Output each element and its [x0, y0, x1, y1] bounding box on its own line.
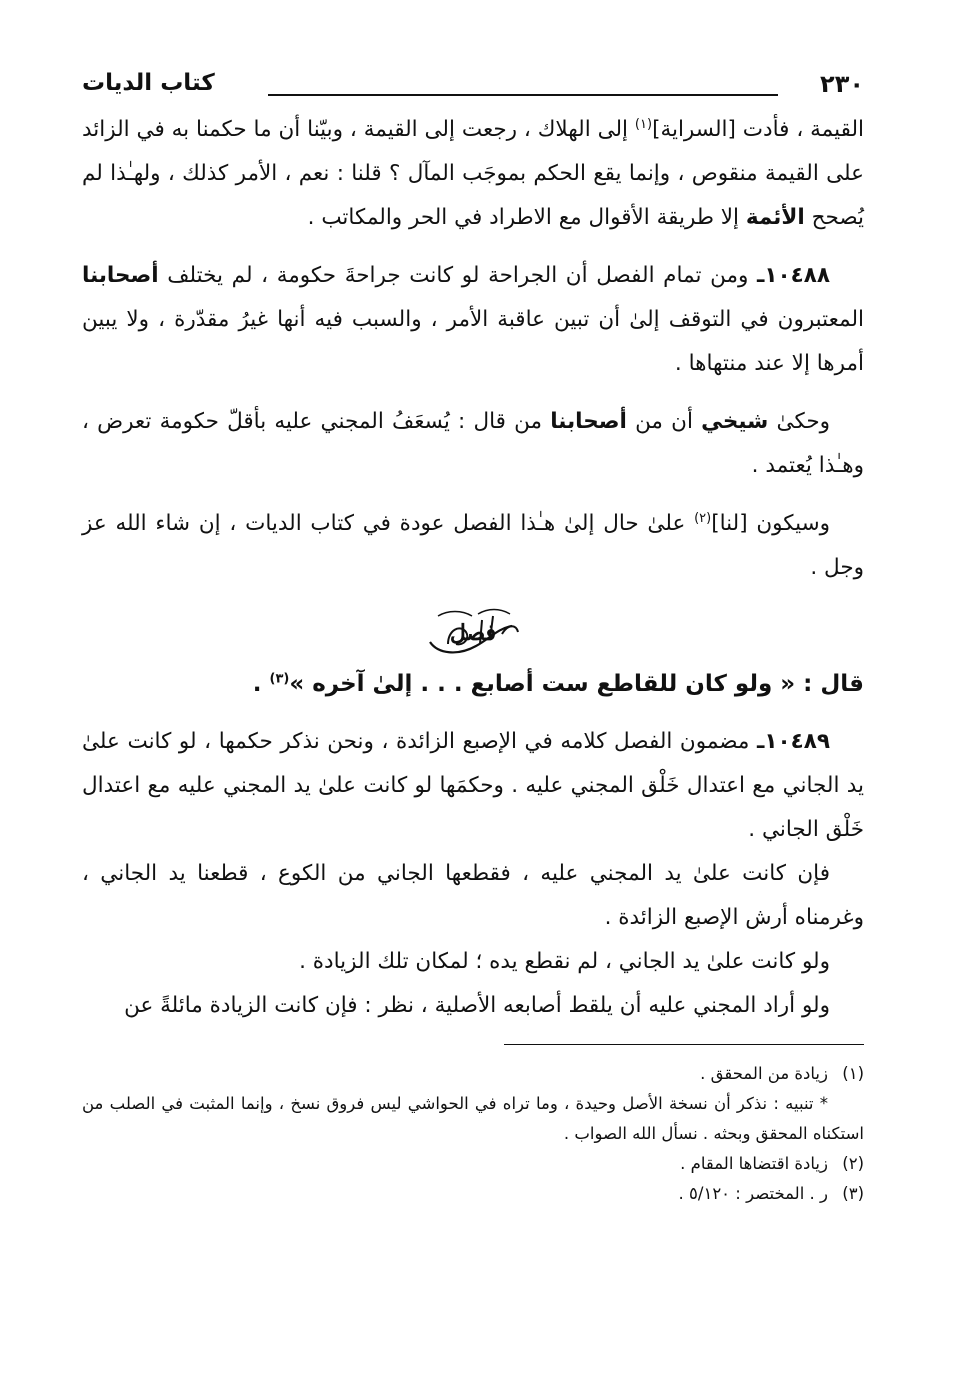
footnote-notice: * تنبيه : نذكر أن نسخة الأصل وحيدة ، وما تراه في الحواشي ليس فروق نسخ ، وإنما المثبت في الصلب من استكناه المحقق وبحثه . نسأل الله الصواب . [82, 1094, 864, 1143]
paragraph-8: ولو أراد المجني عليه أن يلقط أصابعه الأصلية ، نظر : فإن كانت الزيادة مائلةً عن [124, 993, 830, 1018]
text-run: إلى الهلاك ، رجعت إلى القيمة ، وبيّنا أن ما حكمنا به في الزائد على القيمة منقوص ، وإنما يقع الحكم بموجَب المآل ؟ قلنا : نعم ، الأمر كذلك ، ولهـٰذا لم يُصحح [82, 117, 864, 230]
header-rule [268, 94, 778, 96]
bold-term: أصحابنا [82, 263, 159, 288]
section-number-10488: ١٠٤٨٨ـ [757, 263, 830, 288]
footnote-ref-3: (٣) [269, 671, 290, 687]
text-run: وسيكون [لنا] [711, 511, 831, 536]
qala-end: . [252, 671, 270, 697]
footnote-number: (٣) [842, 1184, 864, 1203]
footnote-3 [82, 1179, 864, 1209]
bold-term: شيخي [701, 409, 769, 434]
page-number: ٢٣٠ [820, 70, 864, 98]
footnote-number: (٢) [842, 1154, 864, 1173]
paragraph-1 [82, 108, 864, 240]
footnote-text: زيادة من المحقق . [700, 1064, 828, 1083]
text-run: وحكىٰ [768, 409, 830, 434]
section-number-10489: ١٠٤٨٩ـ [757, 729, 830, 754]
footnote-separator [504, 1044, 864, 1045]
paragraph-10489 [82, 720, 864, 852]
text-run: المعتبرون في التوقف إلىٰ أن تبين عاقبة الأمر ، والسبب فيه أنها غيرُ مقدّرة ، ولا يبين أمرها إلا عند منتهاها . [82, 307, 864, 376]
text-run: علىٰ حال إلىٰ هـٰذا الفصل عودة في كتاب الديات ، إن شاء الله عز وجل . [82, 511, 864, 580]
text-run: من قال : يُسعَفُ المجني عليه بأقلّ حكومة تعرض ، وهـٰذا يُعتمد . [82, 409, 864, 478]
footnote-ref-1: (١) [634, 116, 653, 132]
text-run: القيمة ، فأدت [السراية] [652, 117, 864, 142]
paragraph-4 [82, 502, 864, 590]
paragraph-3 [82, 400, 864, 488]
running-header [82, 64, 864, 108]
footnote-number: (١) [842, 1064, 864, 1083]
footnote-2 [82, 1149, 864, 1179]
paragraph-7: ولو كانت علىٰ يد الجاني ، لم نقطع يده ؛ لمكان تلك الزيادة . [299, 949, 830, 974]
text-run: أن من [626, 409, 702, 434]
text-run: إلا طريقة الأقوال مع الاطراد في الحر والمكاتب . [307, 205, 746, 230]
footnote-text: زيادة اقتضاها المقام . [680, 1154, 828, 1173]
section-ornament [82, 606, 864, 662]
footnote-text: ر . المختصر : ٥/١٢٠ . [678, 1184, 828, 1203]
footnote-1 [82, 1059, 864, 1089]
bold-term: أصحابنا [550, 409, 627, 434]
text-run: ومن تمام الفصل أن الجراحة لو كانت جراحةَ حكومة ، لم يختلف [158, 263, 758, 288]
book-page [82, 64, 864, 1209]
qala-label: قال : [795, 671, 864, 697]
book-title: كتاب الديات [82, 70, 215, 96]
text-run: مضمون الفصل كلامه في الإصبع الزائدة ، ونحن نذكر حكمها ، لو كانت علىٰ يد الجاني مع اعتدال خَلْق المجني عليه . وحكمَها لو كانت علىٰ يد المجني عليه مع اعتدال خَلْق الجاني . [82, 729, 864, 842]
ornament-word: فصل [449, 620, 497, 646]
qala-quote: « ولو كان للقاطع ست أصابع . . . إلىٰ آخره » [289, 671, 796, 697]
paragraph-10488 [82, 254, 864, 386]
bold-term: الأئمة [745, 205, 805, 230]
fasl-calligraphy-icon [418, 606, 528, 662]
paragraph-6: فإن كانت علىٰ يد المجني عليه ، فقطعها الجاني من الكوع ، قطعنا يد الجاني ، وغرمناه أرش الإصبع الزائدة . [82, 861, 864, 930]
qala-heading [82, 662, 864, 706]
footnote-ref-2: (٢) [694, 510, 712, 526]
